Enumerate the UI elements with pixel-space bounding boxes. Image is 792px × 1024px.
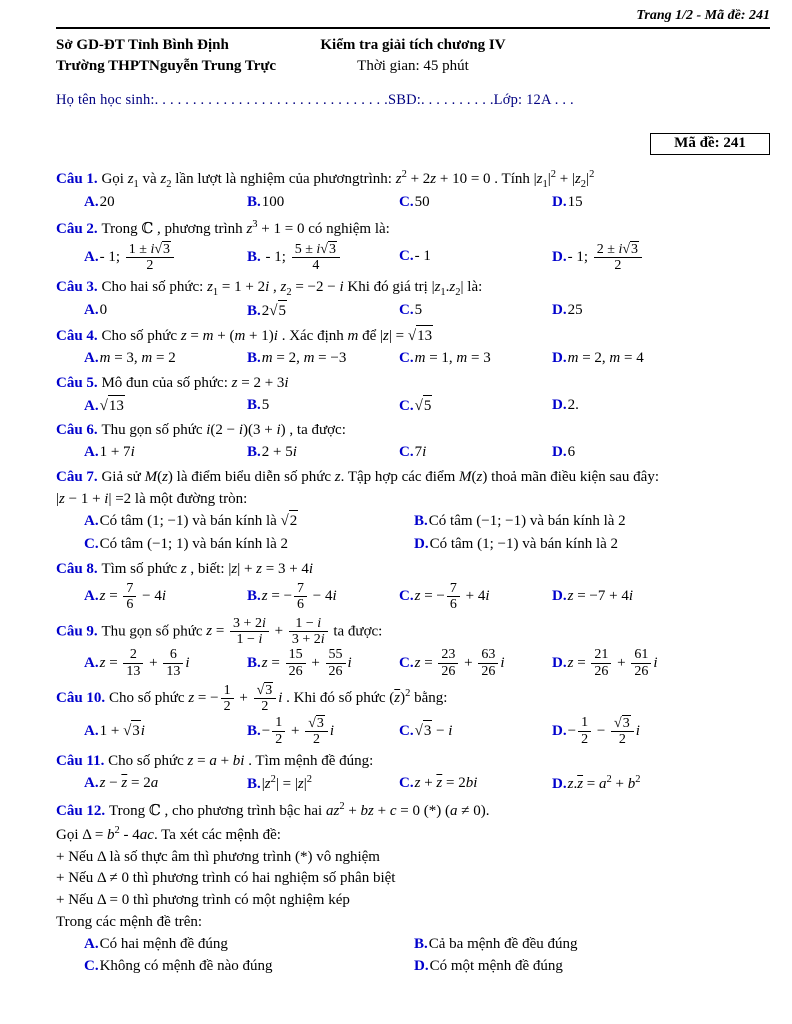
question-label: Câu 5. <box>56 374 102 391</box>
option-letter: C. <box>399 444 414 461</box>
option-letter: C. <box>399 588 414 605</box>
answer-option <box>552 395 770 417</box>
option-letter: B. <box>247 350 261 367</box>
option-text: $z.\overline{z} = a^2 + b^2$ <box>567 774 641 793</box>
question-label: Câu 3. <box>56 278 102 295</box>
options-grid <box>84 348 770 370</box>
answer-option <box>399 581 552 613</box>
header-divider <box>56 27 770 29</box>
answer-option <box>247 348 399 370</box>
option-letter: D. <box>552 444 567 461</box>
question-stem <box>56 489 770 511</box>
option-letter: D. <box>414 536 429 553</box>
question-text: Thu gọn số phức i(2 − i)(3 + i) , ta được: <box>101 422 346 439</box>
option-text: Có tâm (1; −1) và bán kính là 2 <box>429 536 619 553</box>
question-stem <box>56 751 770 773</box>
option-text: - 1 <box>414 248 431 265</box>
option-letter: D. <box>552 248 567 265</box>
option-letter: B. <box>247 588 261 605</box>
option-letter: D. <box>552 587 567 604</box>
option-text: 0 <box>99 302 108 319</box>
option-letter: D. <box>552 776 567 793</box>
question-stem <box>56 912 770 934</box>
option-letter: A. <box>84 248 99 265</box>
answer-option <box>552 300 770 322</box>
question-text: Giả sử M(z) là điểm biểu diễn số phức z. Tập hợp các điểm M(z) thoả mãn điều kiện sau đây: <box>101 468 660 485</box>
question-text: Cho số phức z = m + (m + 1)i . Xác định m để |z| = √13 <box>101 328 433 344</box>
option-text: Có tâm (1; −1) và bán kính là √2 <box>100 513 299 529</box>
option-letter: C. <box>399 397 414 414</box>
exam-code-row <box>56 133 770 155</box>
question-stem <box>56 325 770 348</box>
option-letter: B. <box>247 776 261 793</box>
question-block <box>56 467 770 556</box>
options-grid <box>84 934 770 979</box>
question-list <box>56 167 770 978</box>
option-letter: B. <box>247 194 261 211</box>
question-stem <box>56 799 770 823</box>
question-stem <box>56 167 770 192</box>
answer-option <box>84 581 247 613</box>
option-letter: A. <box>84 775 99 792</box>
question-label: Câu 2. <box>56 220 102 237</box>
option-text: 25 <box>567 302 583 319</box>
option-text: 6 <box>567 444 576 461</box>
option-letter: A. <box>84 444 99 461</box>
question-stem <box>56 217 770 241</box>
options-grid <box>84 395 770 418</box>
question-text: Tìm số phức z , biết: |z| + z = 3 + 4i <box>101 560 314 577</box>
exam-code-box: Mã đề: 241 <box>650 133 770 155</box>
option-text: - 1; $\frac{5 \pm i√3}{4}$ <box>262 249 342 265</box>
option-text: − $\frac{1}{2}$ − $\frac{√3}{2}$ i <box>567 715 640 748</box>
question-block <box>56 682 770 748</box>
question-text: Cho số phức z = − $\frac{1}{2}$ + $\frac{√3}{2}$ i . Khi đó số phức $(\overline{z})^2$ bằng: <box>108 682 448 715</box>
question-stem <box>56 467 770 489</box>
answer-option <box>84 773 247 795</box>
option-text: Có tâm (−1; 1) và bán kính là 2 <box>99 536 289 553</box>
question-stem <box>56 847 770 869</box>
option-text: m = 2, m = 4 <box>567 350 644 367</box>
page-header-right: Trang 1/2 - Mã đề: 241 <box>636 8 770 23</box>
option-text: - 1; $\frac{2 \pm i√3}{2}$ <box>568 249 644 265</box>
option-letter: A. <box>84 350 99 367</box>
question-stem <box>56 420 770 442</box>
option-letter: A. <box>84 302 99 319</box>
option-letter: D. <box>552 302 567 319</box>
options-grid <box>84 442 770 464</box>
answer-option <box>84 348 247 370</box>
options-grid <box>84 581 770 613</box>
test-duration: Thời gian: 45 phút <box>357 58 469 74</box>
option-letter: C. <box>84 536 99 553</box>
option-text: 7i <box>414 444 427 461</box>
question-text: + Nếu Δ = 0 thì phương trình có một nghiệm kép <box>56 892 350 909</box>
option-letter: A. <box>84 513 99 530</box>
answer-option <box>399 246 552 268</box>
option-text: 2√5 <box>262 303 287 319</box>
option-text: z = $\frac{7}{6}$ − 4i <box>99 580 167 613</box>
question-block <box>56 799 770 978</box>
question-stem <box>56 890 770 912</box>
answer-option <box>552 348 770 370</box>
option-text: 2. <box>567 397 579 414</box>
question-text: Gọi $z_1$ và $z_2$ lần lượt là nghiệm của phươngtrình: $z^2 + 2z + 10 = 0$ . Tính $|z_1|^2 + |z_2|^2$ <box>101 169 595 190</box>
option-letter: B. <box>247 397 261 414</box>
question-block <box>56 325 770 370</box>
answer-option <box>552 192 770 214</box>
option-letter: A. <box>84 397 99 414</box>
answer-option <box>247 442 399 464</box>
answer-option <box>414 934 770 956</box>
options-grid <box>84 241 770 274</box>
answer-option <box>84 241 247 274</box>
option-text: Cả ba mệnh đề đều đúng <box>428 935 578 952</box>
header-row-1 <box>56 35 770 56</box>
option-text: √13 <box>100 398 125 414</box>
option-text: z = − $\frac{7}{6}$ + 4i <box>414 580 490 613</box>
answer-option <box>552 586 770 608</box>
option-letter: B. <box>247 722 261 739</box>
option-text: 15 <box>567 194 583 211</box>
question-label: Câu 12. <box>56 803 109 820</box>
answer-option <box>84 395 247 418</box>
option-text: z = − $\frac{7}{6}$ − 4i <box>261 580 337 613</box>
answer-option <box>247 241 399 274</box>
answer-option <box>84 300 247 322</box>
option-letter: B. <box>247 302 261 319</box>
answer-option <box>84 192 247 214</box>
question-label: Câu 1. <box>56 171 102 187</box>
option-letter: A. <box>84 654 99 671</box>
question-stem <box>56 559 770 581</box>
option-letter: A. <box>84 194 99 211</box>
answer-option <box>247 300 399 323</box>
option-text: − $\frac{1}{2}$ + $\frac{√3}{2}$ i <box>261 715 335 748</box>
option-text: - 1; $\frac{1 \pm i√3}{2}$ <box>100 249 176 265</box>
answer-option <box>414 511 770 533</box>
question-stem <box>56 682 770 715</box>
question-block <box>56 559 770 613</box>
question-text: Mô đun của số phức: z = 2 + 3i <box>101 374 289 391</box>
option-letter: C. <box>399 722 414 739</box>
option-letter: C. <box>84 958 99 975</box>
question-label: Câu 8. <box>56 560 102 577</box>
option-text: m = 3, m = 2 <box>99 350 176 367</box>
student-name-line: Họ tên học sinh:. . . . . . . . . . . . . . . . . . . . . . . . . . . . . . .SBD:. . . . . . . . . .Lớp: 12A . . . <box>56 92 574 108</box>
answer-option <box>247 395 399 417</box>
question-label: Câu 4. <box>56 328 102 345</box>
question-stem <box>56 277 770 300</box>
option-text: z = $\frac{23}{26}$ + $\frac{63}{26}$ i <box>414 647 505 679</box>
option-text: Có tâm (−1; −1) và bán kính là 2 <box>428 512 626 529</box>
answer-option <box>399 192 552 214</box>
option-letter: C. <box>399 302 414 319</box>
option-text: 100 <box>261 194 285 211</box>
option-text: Không có mệnh đề nào đúng <box>99 958 273 975</box>
option-text: m = 1, m = 3 <box>414 350 491 367</box>
question-block <box>56 277 770 323</box>
answer-option <box>84 720 247 743</box>
option-text: 1 + √3i <box>100 723 145 739</box>
option-letter: D. <box>552 654 567 671</box>
options-grid <box>84 192 770 214</box>
option-text: $z + \overline{z} = 2bi$ <box>414 775 478 792</box>
answer-option <box>414 534 770 556</box>
answer-option <box>84 934 414 956</box>
options-grid <box>84 715 770 748</box>
school-name: Trường THPTNguyễn Trung Trực <box>56 58 277 74</box>
option-text: √3 − i <box>415 723 453 739</box>
answer-option <box>399 348 552 370</box>
options-grid <box>84 300 770 323</box>
options-grid <box>84 510 770 556</box>
option-letter: C. <box>399 194 414 211</box>
option-text: $|z^2| = |z|^2$ <box>261 774 312 793</box>
question-stem <box>56 373 770 395</box>
option-letter: D. <box>552 350 567 367</box>
question-block <box>56 217 770 274</box>
answer-option <box>552 772 770 796</box>
question-label: Câu 9. <box>56 622 102 639</box>
question-text: Cho hai số phức: $z_1 = 1 + 2i$ , $z_2 = -2 - i$ Khi đó giá trị $|z_1.z_2|$ là: <box>101 278 483 298</box>
option-letter: A. <box>84 722 99 739</box>
question-block <box>56 373 770 418</box>
question-text: + Nếu Δ là số thực âm thì phương trình (*) vô nghiệm <box>56 848 380 865</box>
answer-option <box>247 772 399 796</box>
answer-option <box>247 715 399 748</box>
option-letter: B. <box>247 654 261 671</box>
option-letter: C. <box>399 350 414 367</box>
question-stem <box>56 616 770 648</box>
header-row-2 <box>56 56 770 77</box>
answer-option <box>84 647 247 679</box>
option-letter: C. <box>399 775 414 792</box>
option-letter: C. <box>399 248 414 265</box>
answer-option <box>399 442 552 464</box>
question-label: Câu 7. <box>56 468 102 485</box>
answer-option <box>552 647 770 679</box>
option-letter: D. <box>552 194 567 211</box>
option-letter: B. <box>247 444 261 461</box>
question-stem <box>56 868 770 890</box>
option-letter: C. <box>399 654 414 671</box>
answer-option <box>552 715 770 748</box>
question-text: + Nếu Δ ≠ 0 thì phương trình có hai nghiệm số phân biệt <box>56 870 396 887</box>
option-text: 20 <box>99 194 115 211</box>
option-letter: B. <box>247 248 261 265</box>
option-letter: B. <box>414 935 428 952</box>
question-text: Trong ℂ , cho phương trình bậc hai $az^2$ + bz + c = 0 (*) (a ≠ 0). <box>108 801 490 820</box>
question-stem <box>56 823 770 847</box>
option-text: z = $\frac{21}{26}$ + $\frac{61}{26}$ i <box>567 647 658 679</box>
option-letter: D. <box>552 397 567 414</box>
option-text: √5 <box>415 398 433 414</box>
department-name: Sở GD-ĐT Tỉnh Bình Định <box>56 37 229 53</box>
option-text: 5 <box>414 302 423 319</box>
answer-option <box>399 720 552 743</box>
answer-option <box>552 241 770 274</box>
option-text: Có một mệnh đề đúng <box>429 958 563 975</box>
answer-option <box>414 956 770 978</box>
test-title: Kiểm tra giải tích chương IV <box>320 37 506 53</box>
question-block <box>56 616 770 680</box>
question-text: |z − 1 + i| =2 là một đường tròn: <box>56 490 248 507</box>
answer-option <box>247 192 399 214</box>
question-text: Cho số phức z = a + bi . Tìm mệnh đề đúng: <box>108 752 374 769</box>
option-letter: D. <box>414 958 429 975</box>
option-letter: A. <box>84 588 99 605</box>
answer-option <box>247 647 399 679</box>
question-text: Thu gọn số phức z = $\frac{3 + 2i}{1 - i}$ + $\frac{1 - i}{3 + 2i}$ ta được: <box>101 615 383 647</box>
question-block <box>56 420 770 464</box>
question-text: Trong ℂ , phương trình $z^3 + 1 = 0$ có nghiệm là: <box>101 218 390 237</box>
option-text: Có hai mệnh đề đúng <box>99 935 228 952</box>
answer-option <box>247 581 399 613</box>
option-text: 50 <box>414 194 430 211</box>
options-grid <box>84 772 770 796</box>
option-text: z = −7 + 4i <box>567 587 633 604</box>
option-letter: B. <box>414 512 428 529</box>
question-label: Câu 10. <box>56 689 109 706</box>
option-text: 5 <box>261 397 270 414</box>
answer-option <box>552 442 770 464</box>
option-text: m = 2, m = −3 <box>261 350 347 367</box>
question-text: Trong các mệnh đề trên: <box>56 913 203 930</box>
question-label: Câu 6. <box>56 422 102 439</box>
option-text: z = $\frac{15}{26}$ + $\frac{55}{26}$ i <box>261 647 352 679</box>
question-block <box>56 751 770 797</box>
answer-option <box>399 647 552 679</box>
answer-option <box>84 534 414 556</box>
answer-option <box>399 773 552 795</box>
question-block <box>56 167 770 214</box>
answer-option <box>399 300 552 322</box>
option-text: 2 + 5i <box>261 444 297 461</box>
options-grid <box>84 647 770 679</box>
question-label: Câu 11. <box>56 752 109 769</box>
answer-option <box>399 395 552 418</box>
option-letter: D. <box>552 722 567 739</box>
option-text: $z - \overline{z} = 2a$ <box>99 775 159 792</box>
option-text: z = $\frac{2}{13}$ + $\frac{6}{13}$ i <box>99 647 190 679</box>
option-letter: A. <box>84 935 99 952</box>
answer-option <box>84 510 414 533</box>
option-text: 1 + 7i <box>99 444 135 461</box>
answer-option <box>84 956 414 978</box>
answer-option <box>84 442 247 464</box>
question-text: Gọi $\Delta = b^2 - 4ac$. Ta xét các mệnh đề: <box>56 824 281 843</box>
